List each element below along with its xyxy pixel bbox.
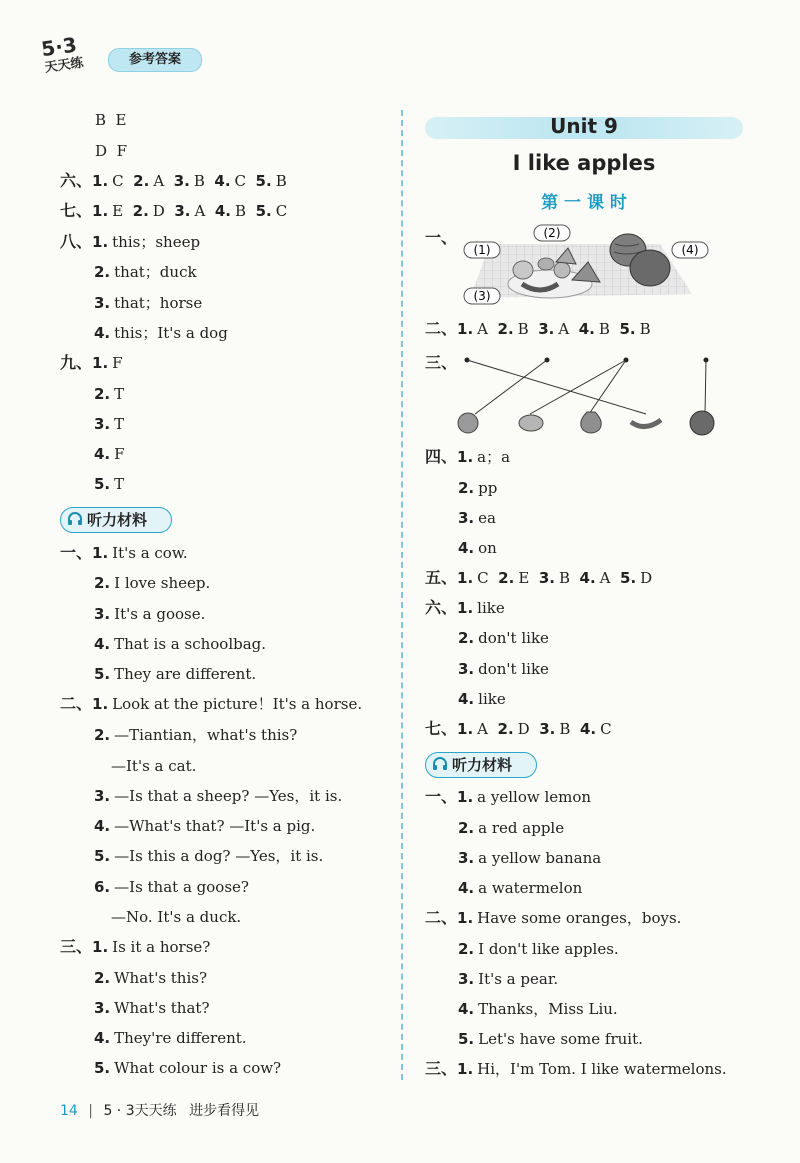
section-number: 七、 — [60, 201, 93, 220]
right-listening-badge — [425, 752, 537, 778]
answer-text: —Tiantian，what's this? — [114, 726, 298, 744]
header-title-pill — [108, 48, 202, 72]
answer-text: I don't like apples. — [478, 940, 619, 958]
headphones-icon — [432, 754, 448, 778]
lemon-icon — [538, 258, 554, 270]
answer-text: —Is this a dog? —Yes，it is. — [114, 847, 324, 865]
item-number: 2. — [132, 202, 149, 220]
item-number: 3. — [458, 849, 475, 867]
answer-line — [94, 414, 124, 434]
section-number: 一、 — [60, 543, 93, 562]
item-number: 4. — [94, 635, 111, 653]
item-number: 1. — [457, 1060, 474, 1078]
answer-text: B — [598, 320, 620, 338]
item-number: 2. — [497, 320, 514, 338]
answer-text: —Is that a sheep? —Yes，it is. — [114, 787, 343, 805]
item-number: 5. — [620, 569, 637, 587]
answer-text: It's a pear. — [478, 970, 559, 988]
answer-text: F — [112, 354, 123, 372]
answer-line — [94, 846, 323, 866]
item-number: 5. — [619, 320, 636, 338]
answer-text: B — [517, 320, 539, 338]
item-number: 3. — [458, 970, 475, 988]
answer-line — [94, 384, 124, 404]
item-number: 5. — [255, 172, 272, 190]
answer-text: D F — [95, 142, 127, 160]
period-title: 第 一 课 时 — [541, 193, 627, 213]
answer-line — [425, 447, 510, 467]
item-number: 1. — [92, 354, 109, 372]
item-number: 3. — [94, 294, 111, 312]
answer-line — [111, 756, 196, 776]
match-line — [467, 360, 646, 414]
answer-text: They are different. — [114, 665, 257, 683]
footer-slogan: 进步看得见 — [189, 1103, 260, 1119]
answer-line — [458, 508, 496, 528]
logo-graphic — [38, 32, 108, 74]
answer-text: a watermelon — [478, 879, 583, 897]
section-number: 二、 — [60, 694, 93, 713]
item-number: 4. — [94, 445, 111, 463]
lemon-icon — [519, 415, 543, 431]
answer-line — [458, 999, 618, 1019]
item-number: 4. — [579, 720, 597, 738]
item-number: 1. — [457, 788, 474, 806]
answer-text: Let's have some fruit. — [478, 1030, 643, 1048]
section-number: 八、 — [60, 232, 93, 251]
match-line — [705, 360, 706, 414]
item-number: 3. — [458, 660, 475, 678]
item-number: 2. — [497, 720, 514, 738]
answer-line — [94, 573, 210, 593]
answer-text: that；horse — [114, 294, 203, 312]
match-line — [530, 360, 626, 414]
answer-line — [60, 171, 287, 191]
item-number: 4. — [458, 690, 475, 708]
item-number: 2. — [133, 172, 150, 190]
logo — [38, 32, 108, 74]
section-number: 三、 — [60, 937, 93, 956]
item-number: 2. — [94, 969, 111, 987]
answer-text: a red apple — [478, 819, 565, 837]
item-number: 1. — [92, 202, 109, 220]
item-number: 2. — [94, 726, 111, 744]
answer-line — [60, 937, 210, 957]
answer-line — [94, 786, 342, 806]
answer-text: D — [640, 569, 653, 587]
answer-text: like — [478, 690, 506, 708]
item-number: 2. — [458, 940, 475, 958]
item-number: 3. — [458, 509, 475, 527]
unit-title: Unit 9 — [550, 114, 618, 138]
answer-line — [94, 877, 249, 897]
answer-text: a yellow lemon — [477, 788, 592, 806]
answer-line — [94, 634, 266, 654]
item-number: 1. — [92, 233, 109, 251]
answer-line — [458, 939, 619, 959]
footer: 14 | 5 · 3天天练 进步看得见 — [60, 1103, 260, 1119]
item-number: 5. — [94, 1059, 111, 1077]
item-number: 2. — [94, 385, 111, 403]
answer-line — [94, 816, 315, 836]
answer-line — [94, 604, 205, 624]
answer-text: B — [639, 320, 651, 338]
answer-line — [425, 787, 591, 807]
answer-text: A — [194, 202, 215, 220]
answer-text: this；It's a dog — [114, 324, 228, 342]
answer-text: Have some oranges，boys. — [477, 909, 682, 927]
answer-line — [95, 141, 127, 161]
answer-line — [425, 1059, 727, 1079]
answer-text: —No. It's a duck. — [111, 908, 242, 926]
item-number: 2. — [94, 574, 111, 592]
item-number: 5. — [255, 202, 272, 220]
item-number: 5. — [458, 1030, 475, 1048]
answer-text: D — [517, 720, 540, 738]
item-number: 3. — [174, 202, 191, 220]
answer-text: B — [559, 720, 580, 738]
answer-line — [94, 998, 209, 1018]
answer-line — [94, 1058, 281, 1078]
item-number: 3. — [538, 320, 555, 338]
answer-text: A — [558, 320, 579, 338]
answer-text: F — [114, 445, 125, 463]
item-number: 4. — [214, 172, 231, 190]
answer-text: Look at the picture！It's a horse. — [112, 695, 363, 713]
item-number: 4. — [94, 324, 111, 342]
item-number: 5. — [94, 475, 111, 493]
answer-line — [425, 319, 651, 339]
apple-icon — [458, 413, 478, 433]
svg-text:5·3: 5·3 — [39, 32, 79, 62]
section-number: 五、 — [425, 568, 458, 587]
item-number: 1. — [457, 599, 474, 617]
answer-text: pp — [478, 479, 498, 497]
answer-text: That is a schoolbag. — [114, 635, 267, 653]
item-number: 5. — [94, 847, 111, 865]
answer-line — [94, 262, 197, 282]
item-number: 1. — [92, 172, 109, 190]
answer-line — [94, 1028, 247, 1048]
item-number: 4. — [458, 879, 475, 897]
answer-line — [458, 659, 549, 679]
answer-line — [94, 444, 125, 464]
item-number: 1. — [457, 320, 474, 338]
item-number: 3. — [94, 999, 111, 1017]
section-number: 三、 — [425, 1059, 458, 1078]
answer-line — [60, 201, 287, 221]
headphones-icon — [67, 509, 83, 533]
answer-line — [458, 689, 506, 709]
matching-figure — [455, 350, 720, 440]
item-number: 4. — [579, 569, 596, 587]
answer-text: ea — [478, 509, 496, 527]
answer-text: a；a — [477, 448, 511, 466]
figure-label-4: (4) — [681, 243, 699, 257]
answer-line — [458, 628, 549, 648]
item-number: 1. — [92, 695, 109, 713]
answer-line — [94, 664, 256, 684]
answer-text: B — [193, 172, 215, 190]
answer-text: B E — [95, 111, 127, 129]
apple-icon — [513, 261, 533, 279]
answer-line — [425, 568, 652, 588]
header-title: 参考答案 — [128, 52, 181, 67]
section-number: 一、 — [425, 787, 458, 806]
answer-text: like — [477, 599, 505, 617]
item-number: 3. — [94, 605, 111, 623]
answer-line — [94, 293, 202, 313]
item-number: 3. — [538, 569, 555, 587]
answer-line — [60, 543, 188, 563]
answer-line — [94, 968, 207, 988]
match-line — [475, 360, 547, 414]
answer-line — [458, 969, 558, 989]
watermelon-icon — [690, 411, 714, 435]
orange-icon — [554, 262, 570, 278]
item-number: 3. — [539, 720, 556, 738]
lesson-title: I like apples — [512, 151, 656, 175]
figure-label-2: (2) — [543, 226, 561, 240]
item-number: 1. — [92, 544, 109, 562]
item-number: 2. — [498, 569, 515, 587]
answer-text: D — [152, 202, 175, 220]
item-number: 2. — [458, 819, 475, 837]
item-number: 1. — [457, 909, 474, 927]
left-listening-badge — [60, 507, 172, 533]
item-number: 1. — [457, 569, 474, 587]
answer-text: don't like — [478, 660, 549, 678]
answer-text: They're different. — [114, 1029, 247, 1047]
item-number: 3. — [94, 787, 111, 805]
answer-text: E — [112, 202, 133, 220]
item-number: 2. — [458, 479, 475, 497]
column-divider — [401, 110, 403, 1080]
pear-icon — [581, 412, 602, 433]
answer-line — [458, 1029, 643, 1049]
watermelon-icon — [630, 250, 670, 286]
item-number: 4. — [578, 320, 595, 338]
answer-line — [425, 598, 505, 618]
answer-text: on — [478, 539, 497, 557]
answer-text: What's this? — [114, 969, 208, 987]
answer-text: B — [275, 172, 287, 190]
item-number: 6. — [94, 878, 111, 896]
item-number: 2. — [94, 263, 111, 281]
answer-text: C — [275, 202, 288, 220]
answer-text: Hi，I'm Tom. I like watermelons. — [477, 1060, 727, 1078]
answer-text: C — [600, 720, 612, 738]
listening-label: 听力材料 — [87, 511, 148, 529]
answer-line — [94, 474, 124, 494]
section-number: 四、 — [425, 447, 458, 466]
answer-line — [111, 907, 241, 927]
answer-text: Is it a horse? — [112, 938, 211, 956]
answer-line — [94, 323, 228, 343]
answer-line — [60, 353, 123, 373]
answer-text: It's a goose. — [114, 605, 206, 623]
item-number: 4. — [214, 202, 232, 220]
matching-section-label: 三、 — [425, 353, 458, 372]
section-number: 六、 — [425, 598, 458, 617]
answer-line — [458, 878, 582, 898]
answer-text: that；duck — [114, 263, 197, 281]
fruit-picture — [460, 222, 710, 310]
item-number: 3. — [94, 415, 111, 433]
item-number: 4. — [458, 539, 475, 557]
answer-line — [60, 694, 362, 714]
answer-text: C — [234, 172, 256, 190]
answer-text: A — [599, 569, 621, 587]
answer-text: don't like — [478, 629, 549, 647]
answer-line — [425, 908, 681, 928]
page-number: 14 — [60, 1103, 78, 1119]
figure-label-3: (3) — [473, 289, 491, 303]
answer-text: a yellow banana — [478, 849, 602, 867]
answer-text: —Is that a goose? — [114, 878, 249, 896]
footer-series: 5 · 3天天练 — [103, 1103, 177, 1119]
answer-line — [95, 110, 127, 130]
answer-text: this；sheep — [112, 233, 201, 251]
item-number: 2. — [458, 629, 475, 647]
item-number: 4. — [458, 1000, 475, 1018]
section-number: 二、 — [425, 908, 458, 927]
answer-text: B — [558, 569, 580, 587]
svg-text:天天练: 天天练 — [43, 55, 85, 74]
answer-text: C — [112, 172, 134, 190]
item-number: 5. — [94, 665, 111, 683]
answer-text: B — [235, 202, 256, 220]
item-number: 1. — [457, 448, 474, 466]
item-number: 1. — [92, 938, 109, 956]
banana-icon — [631, 420, 661, 427]
item-number: 1. — [457, 720, 474, 738]
answer-text: T — [114, 475, 125, 493]
answer-line — [458, 538, 497, 558]
answer-line — [458, 478, 497, 498]
item-number: 3. — [173, 172, 190, 190]
answer-line — [60, 232, 200, 252]
section-number: 九、 — [60, 353, 93, 372]
answer-text: T — [114, 385, 125, 403]
item-number: 4. — [94, 1029, 111, 1047]
answer-text: A — [153, 172, 174, 190]
answer-text: It's a cow. — [112, 544, 188, 562]
listening-label: 听力材料 — [452, 756, 513, 774]
figure-label-1: (1) — [473, 243, 491, 257]
answer-text: C — [477, 569, 499, 587]
answer-text: What's that? — [114, 999, 210, 1017]
answer-text: T — [114, 415, 125, 433]
answer-text: What colour is a cow? — [114, 1059, 282, 1077]
section-number: 七、 — [425, 719, 458, 738]
section-number: 二、 — [425, 319, 458, 338]
answer-text: —It's a cat. — [111, 757, 197, 775]
answer-line — [458, 818, 564, 838]
answer-text: —What's that? —It's a pig. — [114, 817, 316, 835]
figure-section-label: 一、 — [425, 228, 458, 247]
item-number: 4. — [94, 817, 111, 835]
answer-text: A — [477, 320, 498, 338]
section-number: 六、 — [60, 171, 93, 190]
answer-text: A — [477, 720, 498, 738]
answer-line — [458, 848, 601, 868]
answer-text: I love sheep. — [114, 574, 211, 592]
answer-line — [94, 725, 297, 745]
answer-text: Thanks，Miss Liu. — [478, 1000, 618, 1018]
answer-text: E — [518, 569, 539, 587]
answer-line — [425, 719, 612, 739]
